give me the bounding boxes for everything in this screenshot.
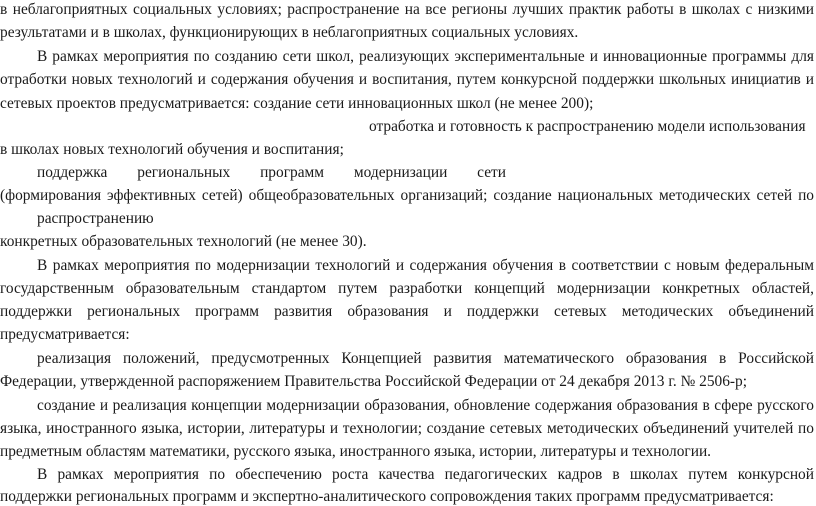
- text-line: отработка и готовность к распространению модели использования: [369, 118, 806, 135]
- text-line: реализация положений, предусмотренных Концепцией развития математического образования в Российской: [37, 350, 814, 367]
- text-line: сетевых проектов предусматривается: создание сети инновационных школ (не менее 200);: [0, 95, 594, 112]
- text-line: распространению: [37, 210, 154, 227]
- text-line: языка, иностранного языка, истории, литературы и технологии; создание сетевых методических объединений учителей по: [0, 420, 814, 437]
- text-line: В рамках мероприятия по созданию сети школ, реализующих экспериментальные и инновационные программы для: [37, 48, 814, 65]
- text-line: отработки новых технологий и содержания обучения и воспитания, путем конкурсной поддержки школьных инициатив и: [0, 71, 814, 88]
- text-line: поддержки региональных программ развития образования и поддержки сетевых методических объединений: [0, 303, 814, 320]
- text-line: в школах новых технологий обучения и воспитания;: [0, 141, 344, 158]
- text-line: предметным областям математики, русского языка, иностранного языка, истории, литературы и технологии.: [0, 443, 712, 460]
- text-line: государственным образовательным стандартом путем разработки концепций модернизации конкретных областей,: [0, 280, 814, 297]
- text-line: результатами и в школах, функционирующих в неблагоприятных социальных условиях.: [0, 24, 579, 41]
- text-line: в неблагоприятных социальных условиях; распространение на все регионы лучших практик работы в школах с низкими: [0, 1, 814, 18]
- text-line: предусматривается:: [0, 326, 130, 343]
- text-line: создание и реализация концепции модернизации образования, обновление содержания образования в сфере русского: [37, 397, 814, 414]
- text-line: поддержки региональных программ и экспертно-аналитического сопровождения таких программ предусматривается:: [0, 488, 774, 505]
- text-line: поддержка региональных программ модернизации сети: [37, 164, 506, 181]
- text-line: В рамках мероприятия по модернизации технологий и содержания обучения в соответствии с новым федеральным: [37, 257, 814, 274]
- text-line: В рамках мероприятия по обеспечению роста качества педагогических кадров в школах путем конкурсной: [37, 466, 814, 483]
- text-line: (формирования эффективных сетей) общеобразовательных организаций; создание национальных методических сетей по: [0, 187, 814, 204]
- text-line: Федерации, утвержденной распоряжением Правительства Российской Федерации от 24 декабря 2013 г. № 2506-р;: [0, 373, 747, 390]
- text-line: конкретных образовательных технологий (не менее 30).: [0, 233, 367, 250]
